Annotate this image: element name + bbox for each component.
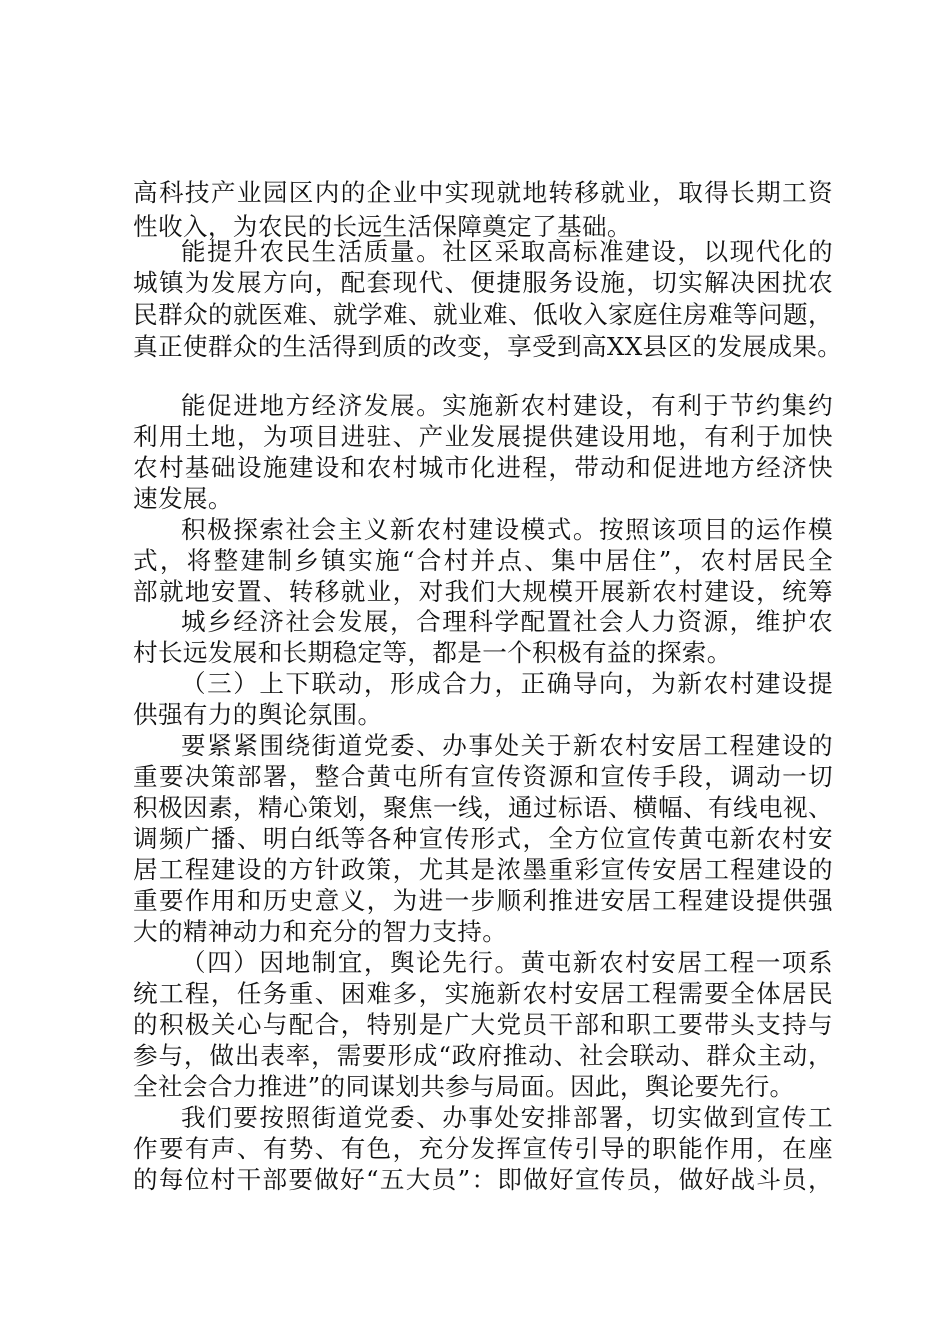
text-line: 城乡经济社会发展，合理科学配置社会人力资源，维护农 — [181, 607, 833, 636]
text-line: 性收入，为农民的长远生活保障奠定了基础。 — [133, 212, 632, 241]
text-line: 要紧紧围绕街道党委、办事处关于新农村安居工程建设的 — [181, 731, 833, 760]
text-line: 参与，做出表率，需要形成“政府推动、社会联动、群众主动， — [133, 1041, 833, 1070]
text-line: 积极因素，精心策划，聚焦一线，通过标语、横幅、有线电视、 — [133, 793, 833, 822]
text-line: 作要有声、有势、有色，充分发挥宣传引导的职能作用，在座 — [133, 1134, 833, 1163]
text-line: 的每位村干部要做好“五大员”：即做好宣传员，做好战斗员， — [133, 1165, 833, 1194]
text-line: （三）上下联动，形成合力，正确导向，为新农村建设提 — [181, 669, 833, 698]
text-line: 统工程，任务重、困难多，实施新农村安居工程需要全体居民 — [133, 979, 833, 1008]
text-line: 真正使群众的生活得到质的改变，享受到高XX县区的发展成果。 — [133, 332, 843, 361]
text-line: 城镇为发展方向，配套现代、便捷服务设施，切实解决困扰农 — [133, 268, 833, 297]
text-line: （四）因地制宜，舆论先行。黄屯新农村安居工程一项系 — [181, 948, 833, 977]
text-line: 积极探索社会主义新农村建设模式。按照该项目的运作模 — [181, 515, 833, 544]
text-line: 重要决策部署，整合黄屯所有宣传资源和宣传手段，调动一切 — [133, 762, 833, 791]
text-line: 居工程建设的方针政策，尤其是浓墨重彩宣传安居工程建设的 — [133, 855, 833, 884]
text-line: 式，将整建制乡镇实施“合村并点、集中居住”，农村居民全 — [133, 546, 833, 575]
text-line: 大的精神动力和充分的智力支持。 — [133, 917, 508, 946]
text-line: 我们要按照街道党委、办事处安排部署，切实做到宣传工 — [181, 1103, 833, 1132]
text-line: 的积极关心与配合，特别是广大党员干部和职工要带头支持与 — [133, 1010, 833, 1039]
text-line: 全社会合力推进”的同谋划共参与局面。因此，舆论要先行。 — [133, 1072, 795, 1101]
text-line: 农村基础设施建设和农村城市化进程，带动和促进地方经济快 — [133, 453, 833, 482]
text-line: 利用土地，为项目进驻、产业发展提供建设用地，有利于加快 — [133, 422, 833, 451]
text-line: 速发展。 — [133, 484, 233, 513]
text-line: 村长远发展和长期稳定等，都是一个积极有益的探索。 — [133, 638, 732, 667]
text-line: 部就地安置、转移就业，对我们大规模开展新农村建设，统筹 — [133, 577, 833, 606]
text-line: 高科技产业园区内的企业中实现就地转移就业，取得长期工资 — [133, 178, 833, 207]
text-line: 调频广播、明白纸等各种宣传形式，全方位宣传黄屯新农村安 — [133, 824, 833, 853]
text-line: 重要作用和历史意义，为进一步顺利推进安居工程建设提供强 — [133, 886, 833, 915]
text-line: 能促进地方经济发展。实施新农村建设，有利于节约集约 — [181, 391, 833, 420]
text-line: 民群众的就医难、就学难、就业难、低收入家庭住房难等问题， — [133, 300, 833, 329]
text-line: 供强有力的舆论氛围。 — [133, 700, 383, 729]
text-line: 能提升农民生活质量。社区采取高标准建设，以现代化的 — [181, 237, 833, 266]
